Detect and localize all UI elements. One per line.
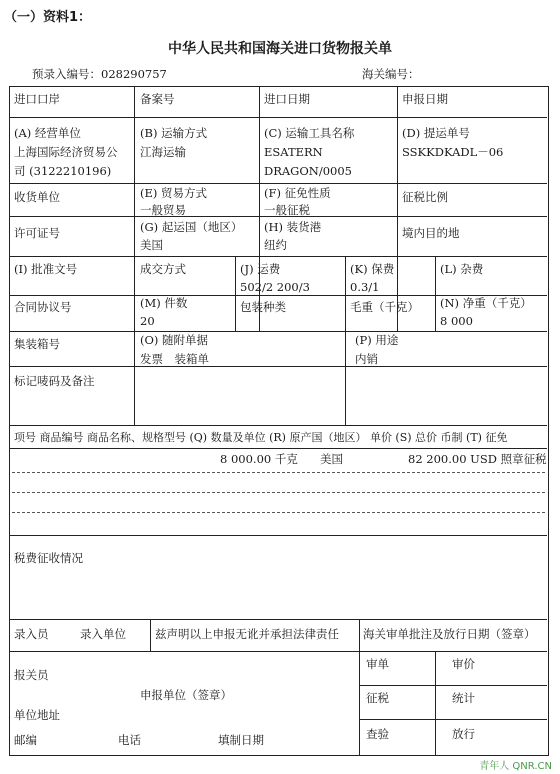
net-weight-value: 8 000 [440, 314, 473, 328]
entry-unit-label: 录入单位 [80, 627, 126, 641]
approval-no-label: (I) 批准文号 [14, 262, 78, 276]
freight-value: 502/2 200/3 [240, 280, 310, 294]
consignee-label: 收货单位 [14, 190, 60, 204]
pre-entry-number: 预录入编号：028290757 [32, 67, 167, 81]
deal-mode-label: 成交方式 [140, 262, 186, 276]
vessel-value-2: DRAGON/0005 [264, 164, 353, 178]
bill-of-lading-label: (D) 提运单号 [402, 126, 470, 140]
watermark: 青年人 QNR.CN [479, 761, 552, 772]
levy-nature-value: 一般征税 [264, 203, 310, 217]
loading-port-value: 纽约 [264, 238, 287, 252]
origin-country-value: 美国 [140, 238, 163, 252]
pricing-label: 审价 [452, 657, 475, 671]
transport-mode-value: 江海运输 [140, 145, 186, 159]
item-total: 82 200.00 USD 照章征税 [408, 452, 547, 466]
record-no-label: 备案号 [140, 92, 175, 106]
entry-person-label: 录入员 [14, 627, 49, 641]
net-weight-label: (N) 净重（千克） [440, 296, 532, 310]
phone-label: 电话 [118, 733, 141, 747]
postcode-label: 邮编 [14, 733, 37, 747]
item-origin: 美国 [320, 452, 343, 466]
unit-address-label: 单位地址 [14, 708, 60, 722]
item-quantity: 8 000.00 千克 [220, 452, 298, 466]
customs-approval-label: 海关审单批注及放行日期（签章） [363, 627, 536, 641]
pieces-label: (M) 件数 [140, 296, 188, 310]
packing-label: 包装种类 [240, 300, 286, 314]
vessel-label: (C) 运输工具名称 [264, 126, 355, 140]
statistics-label: 统计 [452, 691, 475, 705]
levy-ratio-label: 征税比例 [402, 190, 448, 204]
container-no-label: 集装箱号 [14, 337, 60, 351]
import-date-label: 进口日期 [264, 92, 310, 106]
operator-value-1: 上海国际经济贸易公 [14, 145, 118, 159]
declare-date-label: 申报日期 [402, 92, 448, 106]
license-no-label: 许可证号 [14, 226, 60, 240]
operator-label: (A) 经营单位 [14, 126, 81, 140]
marks-label: 标记唛码及备注 [14, 374, 95, 388]
insurance-value: 0.3/1 [350, 280, 380, 294]
documents-value: 发票 装箱单 [140, 352, 209, 366]
pieces-value: 20 [140, 314, 155, 328]
import-port-label: 进口口岸 [14, 92, 60, 106]
trade-mode-label: (E) 贸易方式 [140, 186, 208, 200]
levy-label: 征税 [366, 691, 389, 705]
documents-label: (O) 随附单据 [140, 333, 209, 347]
gross-weight-label: 毛重（千克） [350, 300, 419, 314]
operator-value-2: 司 (3122210196) [14, 164, 112, 178]
loading-port-label: (H) 装货港 [264, 220, 322, 234]
origin-country-label: (G) 起运国（地区） [140, 220, 243, 234]
usage-label: (P) 用途 [355, 333, 399, 347]
declare-unit-sign: 申报单位（签章） [140, 688, 232, 702]
declarant-label: 报关员 [14, 668, 49, 682]
review-label: 审单 [366, 657, 389, 671]
vessel-value-1: ESATERN [264, 145, 323, 159]
release-label: 放行 [452, 727, 475, 741]
misc-fee-label: (L) 杂费 [440, 262, 484, 276]
levy-nature-label: (F) 征免性质 [264, 186, 331, 200]
destination-label: 境内目的地 [402, 226, 460, 240]
inspection-label: 查验 [366, 727, 389, 741]
tax-status-label: 税费征收情况 [14, 551, 83, 565]
declaration-text: 兹声明以上申报无讹并承担法律责任 [155, 627, 339, 641]
bill-of-lading-value: SSKKDKADL－06 [402, 145, 504, 159]
fill-date-label: 填制日期 [218, 733, 264, 747]
customs-number: 海关编号： [362, 67, 420, 81]
section-heading: （一）资料1： [4, 10, 92, 25]
items-header: 项号 商品编号 商品名称、规格型号 (Q) 数量及单位 (R) 原产国（地区） 单价 (S) 总价 币制 (T) 征免 [14, 431, 508, 444]
trade-mode-value: 一般贸易 [140, 203, 186, 217]
usage-value: 内销 [355, 352, 378, 366]
contract-no-label: 合同协议号 [14, 300, 72, 314]
freight-label: (J) 运费 [240, 262, 281, 276]
document-title: 中华人民共和国海关进口货物报关单 [168, 41, 392, 57]
transport-mode-label: (B) 运输方式 [140, 126, 208, 140]
insurance-label: (K) 保费 [350, 262, 395, 276]
